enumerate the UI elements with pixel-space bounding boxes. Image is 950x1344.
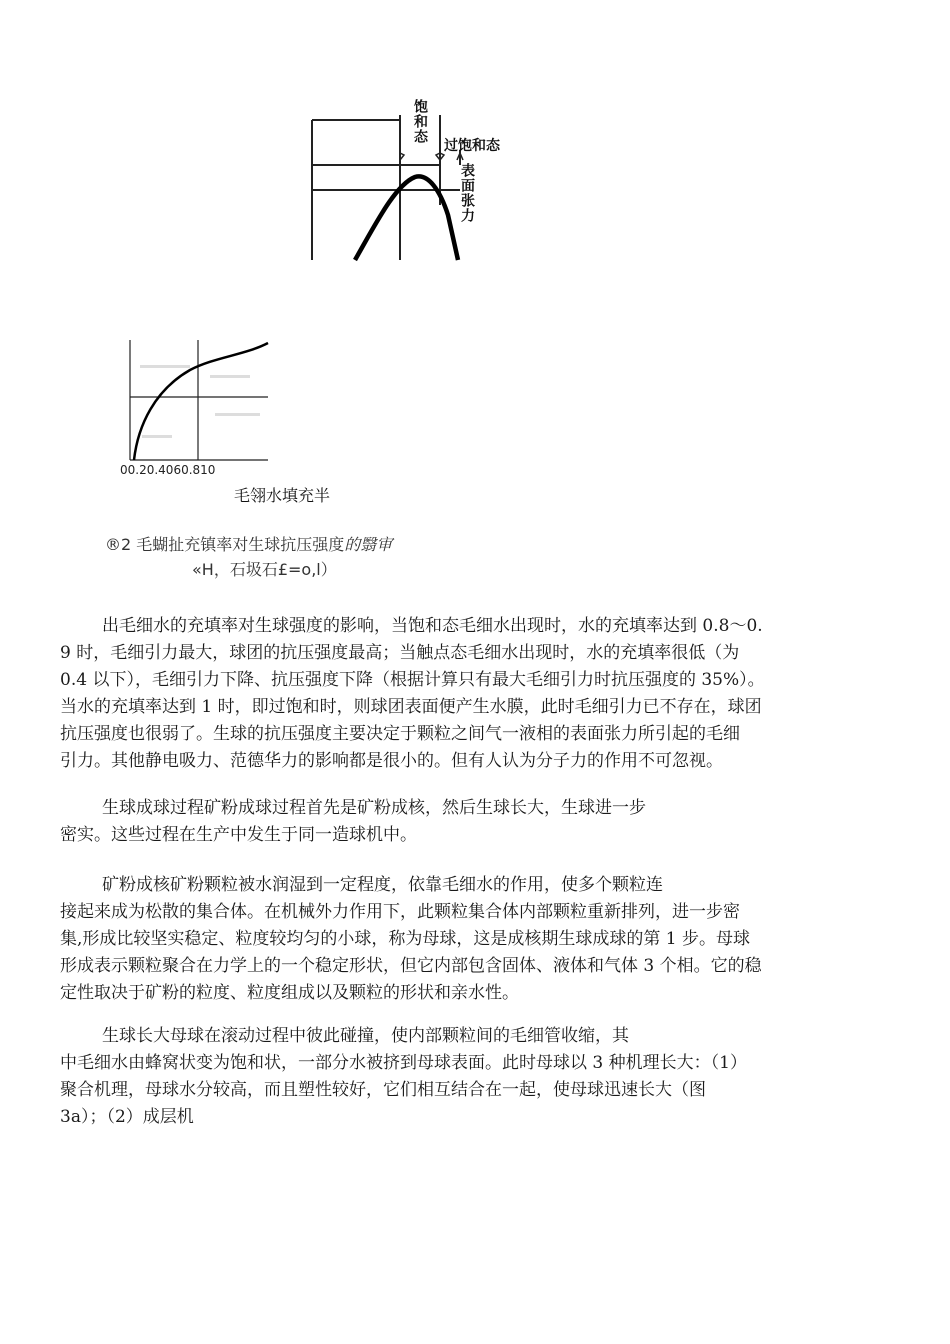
figure-2-curve [134,343,268,460]
figure-1-curve [355,176,458,260]
x-tick-labels: 00.20.4060.810 [120,463,216,477]
paragraph-growth: 生球长大母球在滚动过程中彼此碰撞，使内部颗粒间的毛细管收缩，其 中毛细水由蜂窝状变为饱和状，一部分水被挤到母球表面。此时母球以 3 种机理长大：（1） 聚合机理，母球水分较高，而且塑性较好，它们相互结合在一起，使母球迅速长大（图 3a）；（2）成层机 [60,1026,747,1127]
figure-2 [120,335,280,495]
label-saturated: 饱和态 [412,99,428,144]
paragraph-ball-formation: 生球成球过程矿粉成球过程首先是矿粉成核，然后生球长大，生球进一步 密实。这些过程在生产中发生于同一造球机中。 [60,798,646,845]
figure-1 [300,95,530,265]
figure-caption: ®2 毛蝴扯充镇率对生球抗压强度的翳审 [105,535,393,554]
figure-caption-sub: «H，石圾石£=o,l） [192,560,337,579]
paragraph-capillary-filling: 出毛细水的充填率对生球强度的影响，当饱和态毛细水出现时，水的充填率达到 0.8～0. 9 时，毛细引力最大，球团的抗压强度最高；当触点态毛细水出现时，水的充填率很低（为 0.4 以下），毛细引力下降、抗压强度下降（根据计算只有最大毛细引力时抗压强度的 35%）。 当水的充填率达到 1 时，即过饱和时，则球团表面便产生水膜，此时毛细引力已不存在，球团 抗压强度也很弱了。生球的抗压强度主要决定于颗粒之间气一液相的表面张力所引起的毛细 引力。其他静电吸力、范德华力的影响都是很小的。但有人认为分子力的作用不可忽视。 [60,616,765,771]
x-axis-label: 毛翎水填充半 [234,486,331,505]
figure-2-plot [120,335,280,465]
label-surface-tension: 表面张力 [459,163,475,223]
paragraph-nucleation: 矿粉成核矿粉颗粒被水润湿到一定程度，依靠毛细水的作用，使多个颗粒连 接起来成为松散的集合体。在机械外力作用下，此颗粒集合体内部颗粒重新排列，进一步密 集,形成比较坚实稳定、粒度较均匀的小球，称为母球，这是成核期生球成球的第 1 步。母球 形成表示颗粒聚合在力学上的一个稳定形状，但它内部包含固体、液体和气体 3 个相。它的稳 定性取决于矿粉的粒度、粒度组成以及颗粒的形状和亲水性。 [60,875,762,1003]
label-supersaturated: 过饱和态 [444,138,500,154]
